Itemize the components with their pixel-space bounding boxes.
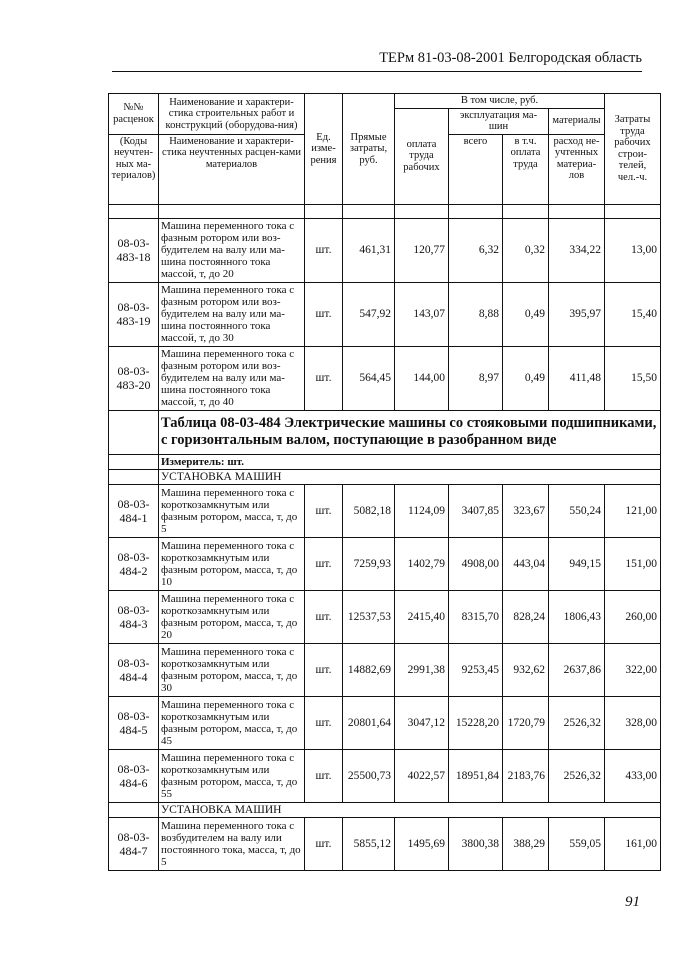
page-header [112,48,642,72]
section-label-row [109,802,661,817]
labor-cost: 2415,40 [395,590,449,643]
table-title: Таблица 08-03-484 Электрические машины со стояковыми подшипниками, с горизонтальным валом, поступающие в разобранном виде [159,410,661,454]
machine-labor-cost: 0,49 [503,346,549,410]
col-header-unit: Ед. изме-рения [305,94,343,205]
labor-hours: 260,00 [605,590,661,643]
empty-cell [109,454,159,469]
unit-cell: шт. [305,218,343,282]
direct-cost: 547,92 [343,282,395,346]
rate-code: 08-03-484-6 [109,749,159,802]
direct-cost: 14882,69 [343,643,395,696]
table-row [109,749,661,802]
col-header-unaccounted-materials: расход не-учтенных материа-лов [549,134,605,204]
labor-hours: 328,00 [605,696,661,749]
empty-cell [109,204,159,218]
unit-cell: шт. [305,346,343,410]
measure-label-row [109,454,661,469]
table-row [109,282,661,346]
section-label-row [109,469,661,484]
labor-hours: 13,00 [605,218,661,282]
empty-cell [343,204,395,218]
direct-cost: 461,31 [343,218,395,282]
empty-cell [503,204,549,218]
empty-cell [305,204,343,218]
table-row [109,643,661,696]
empty-cell [109,469,159,484]
empty-cell [159,204,305,218]
machine-cost-total: 6,32 [449,218,503,282]
col-header-labor: оплата труда рабочих [395,108,449,204]
work-name: Машина переменного тока с фазным ротором или воз-будителем на валу или ма-шина постоянного тока массой, т, до 40 [159,346,305,410]
rate-code: 08-03-484-2 [109,537,159,590]
machine-labor-cost: 0,32 [503,218,549,282]
labor-cost: 3047,12 [395,696,449,749]
materials-cost: 2526,32 [549,749,605,802]
materials-cost: 2526,32 [549,696,605,749]
machine-labor-cost: 0,49 [503,282,549,346]
empty-cell [109,410,159,454]
table-row [109,346,661,410]
work-name: Машина переменного тока с короткозамкнутым или фазным ротором, масса, т, до 45 [159,696,305,749]
col-header-materials: материалы [549,108,605,134]
rate-code: 08-03-484-4 [109,643,159,696]
labor-cost: 120,77 [395,218,449,282]
rate-code: 08-03-484-1 [109,484,159,537]
table-row [109,484,661,537]
unit-cell: шт. [305,590,343,643]
machine-labor-cost: 828,24 [503,590,549,643]
col-header-name: Наименование и характери-стика строительных работ и конструкций (оборудова-ния) [159,94,305,135]
header-row-1 [109,94,661,109]
machine-cost-total: 9253,45 [449,643,503,696]
labor-hours: 322,00 [605,643,661,696]
labor-hours: 161,00 [605,817,661,870]
materials-cost: 949,15 [549,537,605,590]
work-name: Машина переменного тока с короткозамкнутым или фазным ротором, масса, т, до 55 [159,749,305,802]
direct-cost: 5082,18 [343,484,395,537]
header-rule [112,71,642,72]
labor-cost: 144,00 [395,346,449,410]
machine-cost-total: 18951,84 [449,749,503,802]
rate-code: 08-03-483-19 [109,282,159,346]
work-name: Машина переменного тока с возбудителем на валу или постоянного тока, масса, т, до 5 [159,817,305,870]
table-row [109,590,661,643]
col-header-mach-labor: в т.ч. оплата труда [503,134,549,204]
unit-cell: шт. [305,749,343,802]
col-header-hours: Затраты труда рабочих строи-телей, чел.-ч. [605,94,661,205]
direct-cost: 20801,64 [343,696,395,749]
section-label: УСТАНОВКА МАШИН [159,469,661,484]
empty-cell [395,204,449,218]
materials-cost: 2637,86 [549,643,605,696]
work-name: Машина переменного тока с короткозамкнутым или фазным ротором, масса, т, до 10 [159,537,305,590]
rate-code: 08-03-484-7 [109,817,159,870]
unit-cell: шт. [305,282,343,346]
table-row [109,218,661,282]
machine-labor-cost: 932,62 [503,643,549,696]
empty-cell [449,204,503,218]
empty-cell [605,204,661,218]
col-header-direct: Прямые затраты, руб. [343,94,395,205]
rates-table [108,93,661,871]
work-name: Машина переменного тока с короткозамкнутым или фазным ротором, масса, т, до 5 [159,484,305,537]
table-body [109,94,661,871]
table-title-row [109,410,661,454]
col-header-group: В том числе, руб. [395,94,605,109]
col-header-unaccounted-name: Наименование и характери-стика неучтенных расцен-ками материалов [159,134,305,204]
materials-cost: 559,05 [549,817,605,870]
direct-cost: 5855,12 [343,817,395,870]
labor-hours: 15,40 [605,282,661,346]
materials-cost: 1806,43 [549,590,605,643]
labor-hours: 15,50 [605,346,661,410]
work-name: Машина переменного тока с фазным ротором или воз-будителем на валу или ма-шина постоянного тока массой, т, до 20 [159,218,305,282]
machine-labor-cost: 1720,79 [503,696,549,749]
table-row [109,696,661,749]
labor-cost: 1124,09 [395,484,449,537]
machine-cost-total: 8,88 [449,282,503,346]
labor-hours: 121,00 [605,484,661,537]
machine-labor-cost: 2183,76 [503,749,549,802]
table-row [109,537,661,590]
document-title: ТЕРм 81-03-08-2001 Белгородская область [379,50,642,66]
direct-cost: 12537,53 [343,590,395,643]
direct-cost: 7259,93 [343,537,395,590]
labor-cost: 143,07 [395,282,449,346]
spacer-row [109,204,661,218]
direct-cost: 25500,73 [343,749,395,802]
labor-cost: 2991,38 [395,643,449,696]
rate-code: 08-03-484-5 [109,696,159,749]
labor-hours: 433,00 [605,749,661,802]
rate-code: 08-03-484-3 [109,590,159,643]
unit-cell: шт. [305,484,343,537]
unit-cell: шт. [305,643,343,696]
rate-code: 08-03-483-20 [109,346,159,410]
measure-label: Измеритель: шт. [159,454,661,469]
empty-cell [549,204,605,218]
machine-labor-cost: 443,04 [503,537,549,590]
col-header-mach-total: всего [449,134,503,204]
direct-cost: 564,45 [343,346,395,410]
machine-cost-total: 4908,00 [449,537,503,590]
labor-cost: 1495,69 [395,817,449,870]
machine-cost-total: 3800,38 [449,817,503,870]
unit-cell: шт. [305,817,343,870]
work-name: Машина переменного тока с фазным ротором или воз-будителем на валу или ма-шина постоянного тока массой, т, до 30 [159,282,305,346]
machine-labor-cost: 323,67 [503,484,549,537]
page-number: 91 [625,894,640,910]
machine-cost-total: 3407,85 [449,484,503,537]
unit-cell: шт. [305,696,343,749]
materials-cost: 411,48 [549,346,605,410]
table-row [109,817,661,870]
rate-code: 08-03-483-18 [109,218,159,282]
labor-hours: 151,00 [605,537,661,590]
machine-cost-total: 8315,70 [449,590,503,643]
machine-cost-total: 15228,20 [449,696,503,749]
section-label: УСТАНОВКА МАШИН [159,802,661,817]
unit-cell: шт. [305,537,343,590]
machine-cost-total: 8,97 [449,346,503,410]
empty-cell [109,802,159,817]
materials-cost: 550,24 [549,484,605,537]
labor-cost: 1402,79 [395,537,449,590]
work-name: Машина переменного тока с короткозамкнутым или фазным ротором, масса, т, до 30 [159,643,305,696]
machine-labor-cost: 388,29 [503,817,549,870]
col-header-unaccounted-code: (Коды неучтен-ных ма-териалов) [109,134,159,204]
labor-cost: 4022,57 [395,749,449,802]
materials-cost: 334,22 [549,218,605,282]
col-header-exploitation: эксплуатация ма-шин [449,108,549,134]
col-header-code: №№ расценок [109,94,159,135]
work-name: Машина переменного тока с короткозамкнутым или фазным ротором, масса, т, до 20 [159,590,305,643]
materials-cost: 395,97 [549,282,605,346]
